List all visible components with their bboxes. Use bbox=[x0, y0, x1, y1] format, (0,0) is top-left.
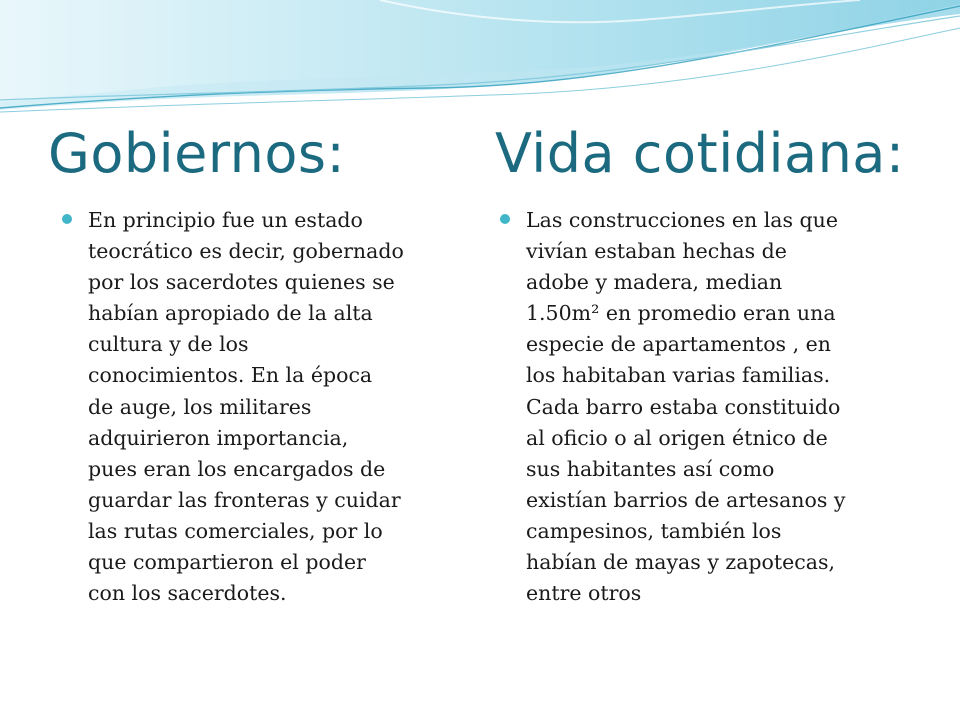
text-line: de auge, los militares bbox=[88, 394, 312, 419]
bullet-item-vida-cotidiana bbox=[500, 205, 920, 609]
text-line: 1.50m² en promedio eran una bbox=[526, 301, 836, 326]
text-line: sus habitantes así como bbox=[526, 456, 775, 481]
text-line: Las construcciones en las que bbox=[526, 208, 839, 232]
text-line: pues eran los encargados de bbox=[88, 456, 386, 481]
bullet-dot-icon bbox=[500, 214, 510, 224]
text-line: los habitaban varias familias. bbox=[526, 363, 831, 388]
text-line: habían de mayas y zapotecas, bbox=[526, 550, 836, 575]
text-line: teocrático es decir, gobernado bbox=[88, 239, 404, 264]
bullet-dot-icon bbox=[62, 214, 72, 224]
text-line: guardar las fronteras y cuidar bbox=[88, 487, 401, 512]
text-line: entre otros bbox=[526, 581, 642, 606]
bullet-text-gobiernos bbox=[88, 205, 462, 609]
text-line: existían barrios de artesanos y bbox=[526, 487, 846, 512]
bullet-text-vida-cotidiana bbox=[526, 205, 920, 609]
text-line: vivían estaban hechas de bbox=[526, 239, 787, 264]
text-line: que compartieron el poder bbox=[88, 550, 366, 575]
text-line: cultura y de los bbox=[88, 332, 249, 357]
wave-decoration bbox=[0, 0, 960, 140]
left-column bbox=[62, 205, 462, 609]
bullet-item-gobiernos bbox=[62, 205, 462, 609]
heading-gobiernos: Gobiernos: bbox=[48, 122, 346, 185]
text-line: Cada barro estaba constituido bbox=[526, 394, 841, 419]
text-line: En principio fue un estado bbox=[88, 208, 363, 232]
text-line: campesinos, también los bbox=[526, 518, 782, 543]
text-line: por los sacerdotes quienes se bbox=[88, 270, 395, 295]
text-line: conocimientos. En la época bbox=[88, 363, 373, 388]
text-line: al oficio o al origen étnico de bbox=[526, 425, 828, 450]
text-line: habían apropiado de la alta bbox=[88, 301, 373, 326]
text-line: adobe y madera, median bbox=[526, 270, 783, 295]
text-line: con los sacerdotes. bbox=[88, 581, 287, 606]
right-column bbox=[500, 205, 920, 609]
text-line: adquirieron importancia, bbox=[88, 425, 349, 450]
text-line: las rutas comerciales, por lo bbox=[88, 518, 383, 543]
text-line: especie de apartamentos , en bbox=[526, 332, 831, 357]
heading-vida-cotidiana: Vida cotidiana: bbox=[495, 122, 905, 185]
